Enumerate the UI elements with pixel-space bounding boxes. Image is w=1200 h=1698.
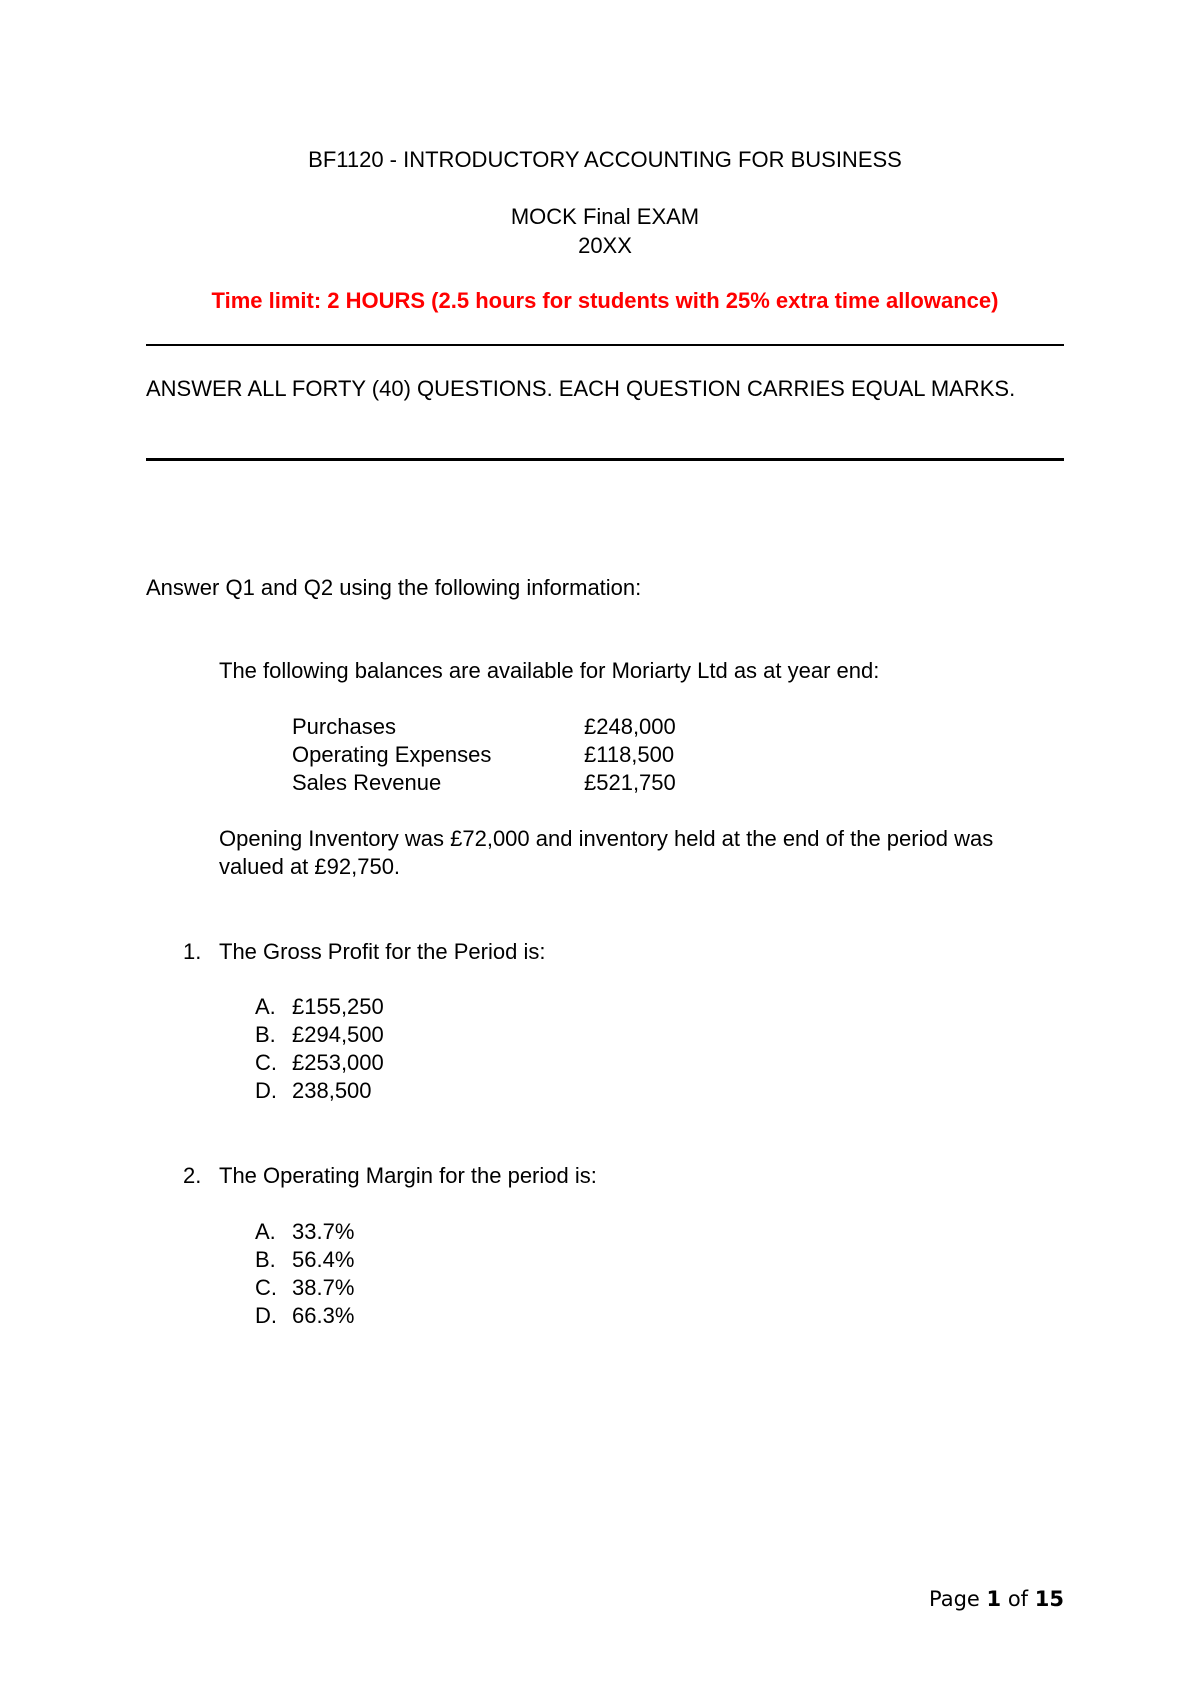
option-letter: C.	[255, 1050, 277, 1075]
question-number: 2.	[183, 1163, 202, 1188]
top-divider	[146, 344, 1064, 346]
option-letter: D.	[255, 1078, 277, 1103]
balance-label: Operating Expenses	[292, 742, 492, 767]
question-text: The Operating Margin for the period is:	[219, 1163, 597, 1188]
bottom-divider	[146, 458, 1064, 461]
option-text: £294,500	[292, 1022, 384, 1047]
page-word: Page	[928, 1587, 980, 1611]
balance-label: Sales Revenue	[292, 770, 442, 795]
option-text: 33.7%	[292, 1219, 355, 1244]
question-text: The Gross Profit for the Period is:	[219, 939, 546, 964]
balance-value: £118,500	[584, 742, 675, 767]
exam-instructions: ANSWER ALL FORTY (40) QUESTIONS. EACH QUESTION CARRIES EQUAL MARKS.	[146, 376, 1016, 401]
option-text: £253,000	[292, 1050, 384, 1075]
inventory-note: Opening Inventory was £72,000 and inventory held at the end of the period was valued at £92,750.	[219, 826, 994, 879]
balance-label: Purchases	[292, 714, 396, 739]
question-number: 1.	[183, 939, 202, 964]
option-letter: A.	[255, 1219, 276, 1244]
option-letter: D.	[255, 1303, 277, 1328]
option-text: 38.7%	[292, 1275, 355, 1300]
option-text: 56.4%	[292, 1247, 355, 1272]
balance-value: £521,750	[584, 770, 676, 795]
exam-title: MOCK Final EXAM	[510, 204, 700, 229]
option-letter: A.	[255, 994, 276, 1019]
of-word: of	[1007, 1587, 1029, 1611]
page-number: 1	[986, 1587, 1002, 1611]
balance-value: £248,000	[584, 714, 676, 739]
intro-text: Answer Q1 and Q2 using the following information:	[146, 575, 642, 600]
course-title: BF1120 - INTRODUCTORY ACCOUNTING FOR BUSINESS	[308, 147, 902, 172]
option-letter: B.	[255, 1247, 276, 1272]
total-pages: 15	[1034, 1587, 1064, 1611]
option-text: £155,250	[292, 994, 384, 1019]
option-letter: C.	[255, 1275, 277, 1300]
time-limit-notice: Time limit: 2 HOURS (2.5 hours for students with 25% extra time allowance)	[211, 288, 999, 313]
option-text: 66.3%	[292, 1303, 355, 1328]
option-text: 238,500	[292, 1078, 372, 1103]
scenario-lead: The following balances are available for Moriarty Ltd as at year end:	[219, 658, 880, 683]
exam-year: 20XX	[578, 233, 632, 258]
option-letter: B.	[255, 1022, 276, 1047]
page-footer	[929, 1587, 1064, 1611]
